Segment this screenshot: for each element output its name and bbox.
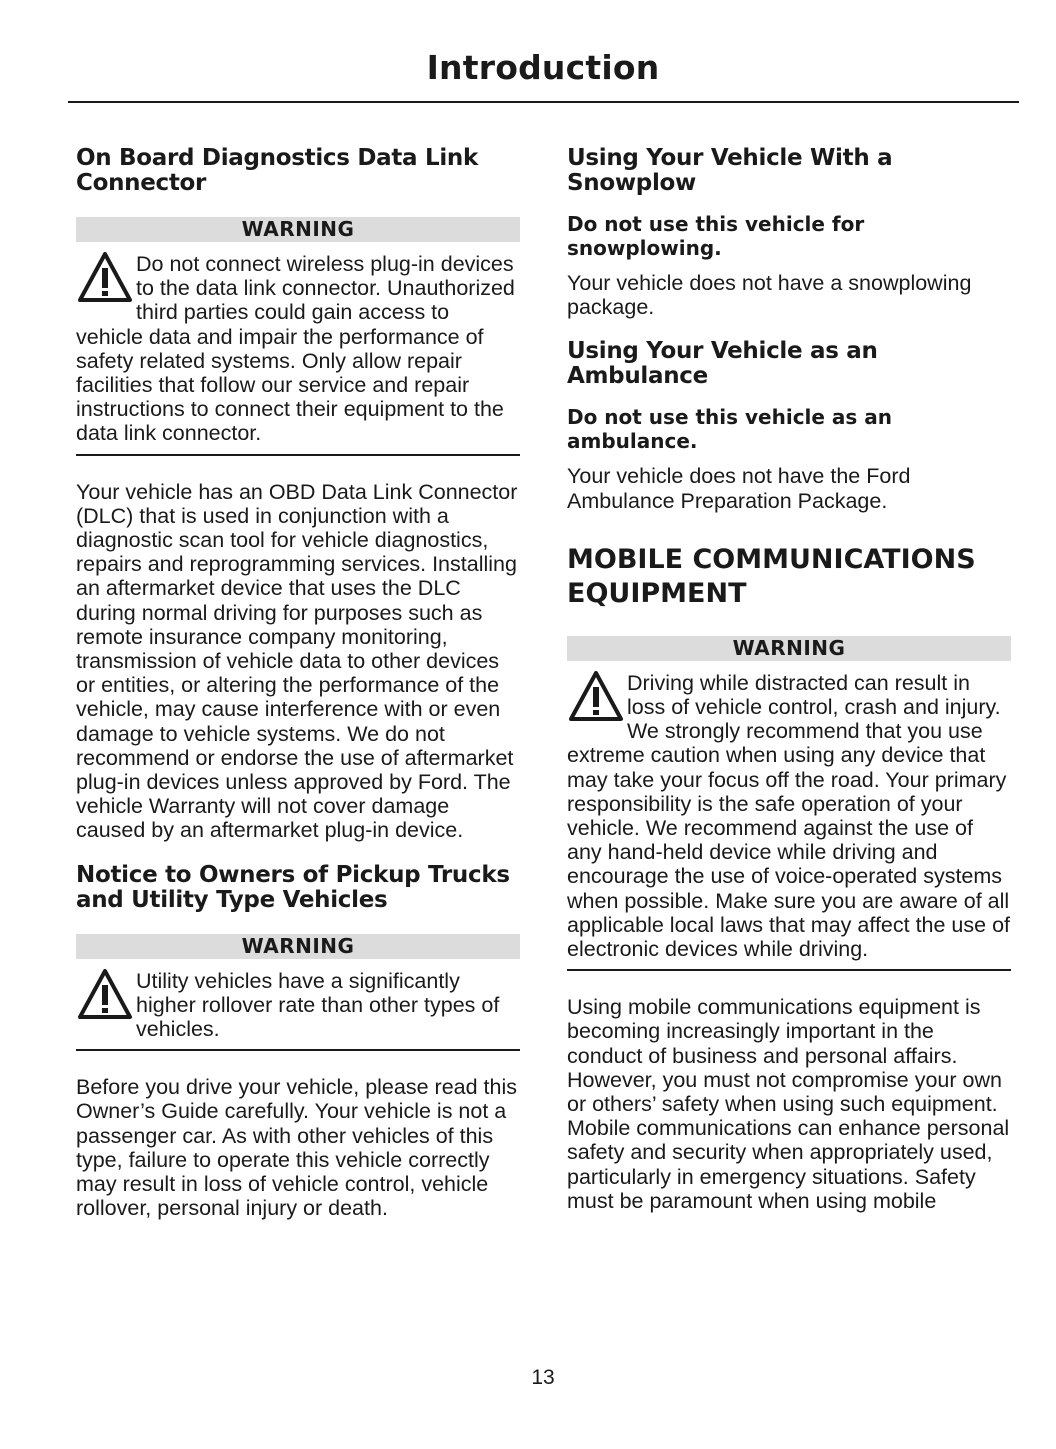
mobile-warning-label: WARNING xyxy=(567,636,1011,661)
pickup-warning-text: Utility vehicles have a significantly higher rollover rate than other types of vehicles. xyxy=(136,968,500,1042)
ambulance-body: Your vehicle does not have the Ford Ambulance Preparation Package. xyxy=(567,464,911,513)
warning-triangle-icon xyxy=(567,669,625,725)
page-number: 13 xyxy=(531,1366,555,1389)
mobile-body: Using mobile communications equipment is becoming increasingly important in the conduct of business and personal affairs. However, you must not compromise your own or others’ safety when using such equipment. Mobile communications can enhance personal safety and security when appropriately used, particularly in emergency situations. Safety must be paramount when using mobile xyxy=(567,995,1010,1213)
obd-heading: On Board Diagnostics Data Link Connector xyxy=(76,145,478,196)
snowplow-bold-text: Do not use this vehicle for snowplowing. xyxy=(567,212,865,260)
ambulance-bold-text: Do not use this vehicle as an ambulance. xyxy=(567,405,893,454)
obd-warning-label: WARNING xyxy=(76,217,520,242)
right-column xyxy=(567,146,1011,1213)
mobile-warning-box xyxy=(567,661,1011,961)
left-column xyxy=(76,146,520,1221)
warning-triangle-icon xyxy=(76,967,134,1023)
pickup-heading: Notice to Owners of Pickup Trucks and Utility Type Vehicles xyxy=(76,861,510,913)
mobile-heading: MOBILE COMMUNICATIONS EQUIPMENT xyxy=(567,543,976,609)
pickup-body: Before you drive your vehicle, please read this Owner’s Guide carefully. Your vehicle is not a passenger car. As with other vehicles of this type, failure to operate this vehicle correctly may result in loss of vehicle control, vehicle rollover, personal injury or death. xyxy=(76,1075,517,1221)
snowplow-heading: Using Your Vehicle With a Snowplow xyxy=(567,145,893,196)
ambulance-heading: Using Your Vehicle as an Ambulance xyxy=(567,338,878,390)
obd-body: Your vehicle has an OBD Data Link Connector (DLC) that is used in conjunction with a diagnostic scan tool for vehicle diagnostics, repairs and reprogramming services. Installing an aftermarket device that uses the DLC during normal driving for purposes such as remote insurance company monitoring, transmission of vehicle data to other devices or entities, or altering the performance of the vehicle, may cause interference with or even damage to vehicle systems. We do not recommend or endorse the use of aftermarket plug-in devices unless approved by Ford. The vehicle Warranty will not cover damage caused by an aftermarket plug-in device. xyxy=(76,479,518,843)
obd-warning-text: Do not connect wireless plug-in devices to the data link connector. Unauthorized third parties could gain access to vehicle data and impair the performance of safety related systems. Only allow repair facilities that follow our service and repair instructions to connect their equipment to the data link connector. xyxy=(76,252,515,446)
page-title: Introduction xyxy=(426,48,660,87)
obd-warning-box xyxy=(76,242,520,446)
snowplow-body: Your vehicle does not have a snowplowing package. xyxy=(567,271,972,320)
header-divider xyxy=(68,101,1019,103)
mobile-warning-text: Driving while distracted can result in loss of vehicle control, crash and injury. We strongly recommend that you use extreme caution when using any device that may take your focus off the road. Your primary responsibility is the safe operation of your vehicle. We recommend against the use of any hand-held device while driving and encourage the use of voice-operated systems when possible. Make sure you are aware of all applicable local laws that may affect the use of electronic devices while driving. xyxy=(567,670,1010,962)
warning-triangle-icon xyxy=(76,250,134,306)
pickup-warning-box xyxy=(76,959,520,1042)
pickup-warning-label: WARNING xyxy=(76,934,520,959)
